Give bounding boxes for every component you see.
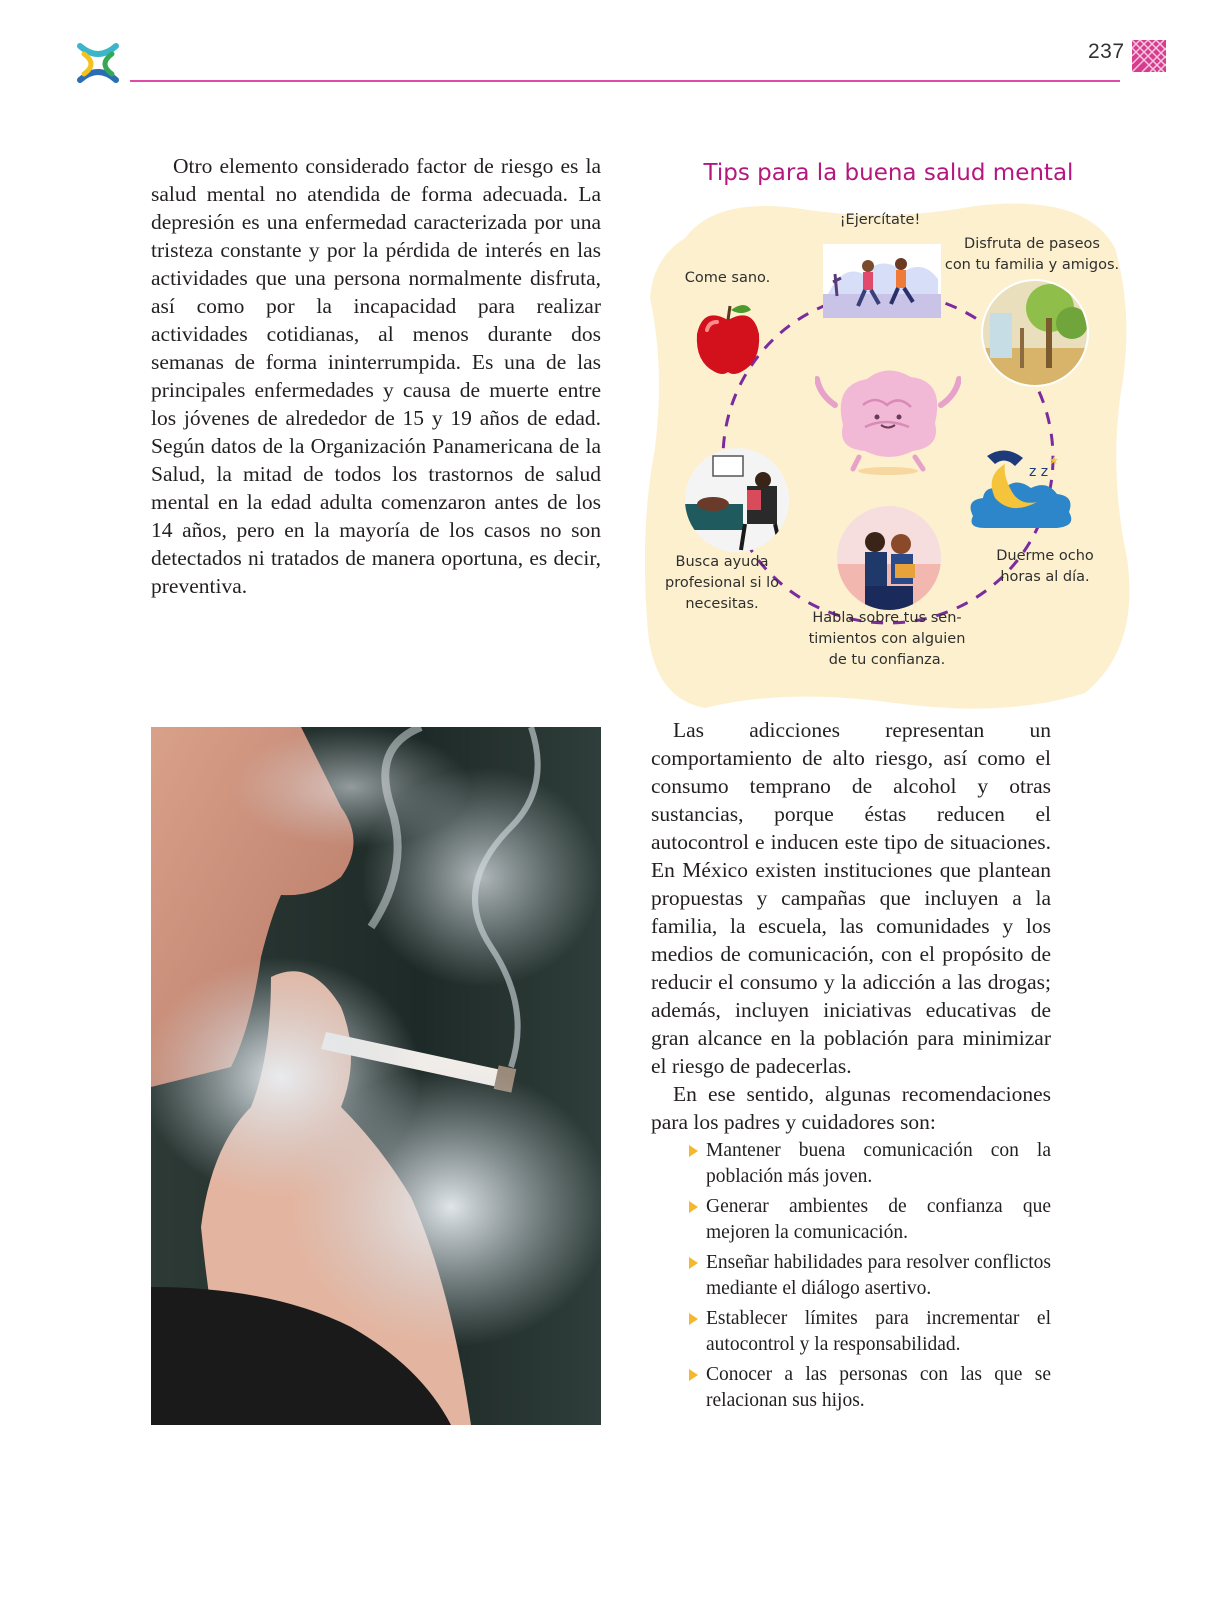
list-item bbox=[651, 1306, 1051, 1358]
infographic-title: Tips para la buena salud mental bbox=[703, 160, 1074, 186]
recommendations-intro: En ese sentido, algunas recomendaciones para los padres y cuidadores son: bbox=[651, 1082, 1051, 1134]
svg-text:z z: z z bbox=[1029, 464, 1049, 480]
colorful-x-logo-icon bbox=[76, 40, 120, 86]
bullet-arrow-icon bbox=[689, 1145, 698, 1157]
tip-talk-line3: de tu confianza. bbox=[828, 652, 946, 668]
list-item bbox=[651, 1138, 1051, 1190]
tip-talk-line1: Habla sobre tus sen- bbox=[812, 610, 962, 626]
therapist-session-icon bbox=[683, 446, 791, 554]
list-item bbox=[651, 1194, 1051, 1246]
bullet-arrow-icon bbox=[689, 1257, 698, 1269]
recommendation-text: Mantener buena comunicación con la población más joven. bbox=[706, 1140, 1051, 1187]
tip-sleep-label bbox=[985, 546, 1105, 588]
bullet-arrow-icon bbox=[689, 1201, 698, 1213]
addictions-paragraph: Las adicciones representan un comportamiento de alto riesgo, así como el consumo temprano de alcohol y otras sustancias, porque éstas reducen el autocontrol e inducen este tipo de situaciones. En México existen instituciones que plantean propuestas y campañas que incluyen a la familia, la escuela, las comunidades y los medios de comunicación, con el propósito de reducir el consumo y la adicción a las drogas; además, incluyen iniciativas educativas de gran alcance en la población para minimizar el riesgo de padecerlas. bbox=[651, 718, 1051, 1078]
tip-help-line3: necesitas. bbox=[685, 596, 759, 612]
brain-icon bbox=[815, 365, 961, 475]
header-rule bbox=[130, 80, 1120, 82]
person-smoking-photo bbox=[151, 727, 601, 1425]
apple-icon bbox=[693, 300, 763, 376]
tip-walks-label bbox=[937, 234, 1127, 276]
tip-talk-label bbox=[797, 608, 977, 671]
tip-talk-line2: timientos con alguien bbox=[808, 631, 966, 647]
mental-health-paragraph: Otro elemento considerado factor de riesgo es la salud mental no atendida de forma adecuada. La depresión es una enfermedad caracterizada por una tristeza constante y por la pérdida de interés en las actividades que una persona normalmente disfruta, así como por la incapacidad para realizar actividades cotidianas, al menos durante dos semanas de forma ininterrumpida. Es una de las principales enfermedades y causa de muerte entre los jóvenes de alrededor de 15 y 19 años de edad. Según datos de la Organización Panamericana de la Salud, la mitad de todos los trastornos de salud mental en la edad adulta comenzaron antes de los 14 años, pero en la mayoría de los casos no son detectados ni tratados de manera oportuna, es decir, preventiva. bbox=[151, 154, 601, 598]
intro-text-block bbox=[151, 152, 601, 600]
tip-exercise-label: ¡Ejercítate! bbox=[839, 212, 921, 228]
recommendation-text: Conocer a las personas con las que se relacionan sus hijos. bbox=[706, 1364, 1051, 1411]
sleeping-moon-icon bbox=[965, 446, 1077, 536]
list-item bbox=[651, 1250, 1051, 1302]
recommendation-text: Generar ambientes de confianza que mejoren la comunicación. bbox=[706, 1196, 1051, 1243]
tip-help-line2: profesional si lo bbox=[664, 575, 779, 591]
tip-sleep-line1: Duerme ocho bbox=[996, 548, 1094, 564]
recommendation-text: Establecer límites para incrementar el autocontrol y la responsabilidad. bbox=[706, 1308, 1051, 1355]
tip-walks-line1: Disfruta de paseos bbox=[964, 236, 1100, 252]
recommendation-text: Enseñar habilidades para resolver conflictos mediante el diálogo asertivo. bbox=[706, 1252, 1051, 1299]
pink-pattern-ornament-icon bbox=[1132, 40, 1166, 72]
bullet-arrow-icon bbox=[689, 1369, 698, 1381]
tip-help-line1: Busca ayuda bbox=[675, 554, 769, 570]
recommendations-list bbox=[651, 1138, 1051, 1414]
list-item bbox=[651, 1362, 1051, 1414]
tip-help-label bbox=[657, 552, 787, 615]
addictions-text-block bbox=[651, 716, 1051, 1418]
svg-text:★: ★ bbox=[1049, 454, 1059, 467]
tip-eat-label: Come sano. bbox=[684, 270, 771, 286]
tip-walks-line2: con tu familia y amigos. bbox=[944, 257, 1120, 273]
friends-talking-icon bbox=[835, 504, 943, 612]
running-people-icon bbox=[823, 244, 941, 318]
tip-sleep-line2: horas al día. bbox=[1000, 569, 1090, 585]
park-walk-icon bbox=[980, 278, 1090, 388]
bullet-arrow-icon bbox=[689, 1313, 698, 1325]
mental-health-tips-infographic bbox=[645, 160, 1132, 710]
page-number: 237 bbox=[1088, 40, 1125, 63]
